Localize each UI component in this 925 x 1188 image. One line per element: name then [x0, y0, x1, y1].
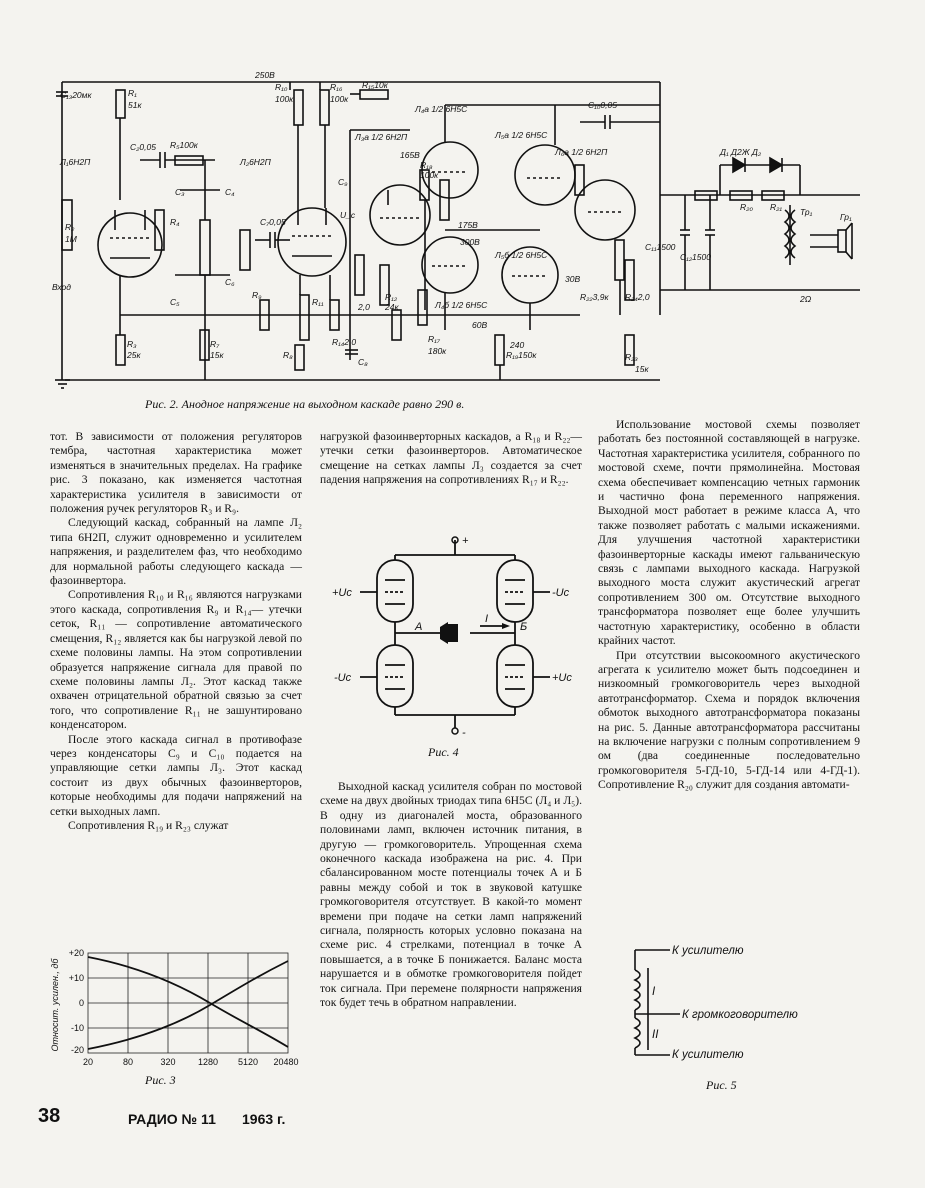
figure-5-autotransformer	[610, 940, 860, 1070]
label-300v: 300В	[460, 237, 480, 247]
label-r22: R₂₂3,9к	[580, 292, 609, 302]
label-r16: R₁₆	[330, 82, 343, 92]
label-diodes: Д₁ Д2Ж Д₂	[720, 147, 762, 157]
label-r20: R₂₀	[740, 202, 753, 212]
figure-5-caption: Рис. 5	[706, 1078, 737, 1092]
label-c9: C₉	[338, 177, 348, 187]
label-r12-val: 24к	[385, 302, 399, 312]
fig4-uc-left-bottom: -Uc	[334, 672, 352, 684]
label-c2: C₂0,05	[130, 142, 156, 152]
label-r2: R₂	[65, 222, 75, 232]
label-r19: R₁₉150к	[506, 350, 537, 360]
fig4-current: I	[485, 613, 489, 625]
label-c10: C₁₀0,05	[588, 100, 617, 110]
figure-2-caption: Рис. 2. Анодное напряжение на выходном каскаде равно 290 в.	[145, 397, 465, 411]
fig3-xtick-5: 5120	[237, 1057, 259, 1067]
col2-paragraph-2: Выходной каскад усилителя собран по мостовой схеме на двух двойных триодах типа 6Н5С (Л₄ и Л₅). В одну из диагоналей моста, образованного половинами ламп, включен источник питания, в другую — громкоговоритель. Упрощенная схема оконечного каскада изображена на рис. 4. При сбалансированном мосте потенциалы точек А и Б равны между собой и ток в звуковой катушке громкоговорителя отсутствует. В какой-то момент времени при подаче на сетки ламп напряжений сигнала, полярность которых условно показана на схеме рис. 4 стрелками, потенциал в точке А повышается, а в точке Б понижается. Баланс моста нарушается и в обмотке громкоговорителя пойдет ток сигнала. При перемене полярности напряжения ток будет течь в обратном направлении.	[320, 780, 582, 1010]
col1-paragraph-5: Сопротивления R₁₉ и R₂₃ служат	[68, 818, 229, 832]
label-r3: R₃	[127, 339, 137, 349]
label-r9: R₉	[252, 290, 262, 300]
col1-paragraph-3: Сопротивления R₁₀ и R₁₆ являются нагрузками этого каскада, сопротивления R₉ и R₁₄— утечки сеток, R₁₁ — сопротивление автоматического смещения, R₁₂ является как бы нагрузкой левой по схеме половины лампы. На этом сопротивлении образуется напряжение сигнала для правой по схеме половины лампы Л₂. Этот каскад также охвачен отрицательной обратной связью за счет того, что сопротивление R₁₁ не зашунтировано конденсатором.	[50, 588, 302, 732]
label-r23: R₂₃	[625, 352, 638, 362]
label-c7: C₇0,05	[260, 217, 286, 227]
label-c5: C₅	[170, 297, 180, 307]
label-175v-left: 175В	[458, 220, 478, 230]
fig3-xtick-2: 80	[122, 1057, 134, 1067]
fig4-plus: +	[462, 535, 469, 547]
column-2-lower	[320, 780, 582, 1011]
label-r17: R₁₇	[428, 334, 440, 344]
fig4-minus: -	[462, 727, 466, 739]
fig4-point-b: Б	[520, 621, 528, 633]
col1-paragraph-4: После этого каскада сигнал в противофазе через конденсаторы C₉ и C₁₀ подается на управляющие сетки лампы Л₃. Этот каскад состоит из двух обычных фазоинверторов, которые необходимы для подачи напряжений на сетки выходных ламп.	[50, 732, 302, 818]
label-r7-val: 15к	[210, 350, 224, 360]
label-gr1: Гр₁	[840, 212, 852, 222]
label-val180: 180к	[428, 346, 447, 356]
fig3-ylabel: Относит. усилен., дб	[50, 958, 60, 1052]
figure-4-bridge	[330, 530, 580, 745]
label-r4: R₄	[170, 217, 180, 227]
fig4-point-a: А	[415, 621, 423, 633]
fig3-xtick-4: 1280	[197, 1057, 219, 1067]
fig3-ytick-1: +20	[68, 948, 84, 958]
fig3-ytick-5: -20	[70, 1045, 84, 1055]
label-165v: 165В	[400, 150, 420, 160]
fig4-uc-right-bottom: +Uc	[552, 672, 572, 684]
label-r16-val: 100к	[330, 94, 349, 104]
label-c11: C₁₁1500	[645, 242, 676, 252]
label-c6: C₆	[225, 277, 235, 287]
label-l4b: Л₄б 1/2 6Н5С	[435, 300, 488, 310]
fig5-top-label: К усилителю	[672, 945, 744, 957]
label-val2: 2,0	[358, 302, 370, 312]
label-l4a: Л₄а 1/2 6Н5С	[415, 104, 468, 114]
label-c3: C₃	[175, 187, 185, 197]
label-250v: 250В	[255, 70, 275, 80]
fig3-xtick-3: 320	[160, 1057, 176, 1067]
label-r24: R₂₄2,0	[625, 292, 650, 302]
fig5-bottom-label: К усилителю	[672, 1049, 744, 1061]
label-r18: R₁₈	[420, 160, 433, 170]
label-r1: R₁	[128, 88, 137, 98]
fig3-ytick-4: -10	[70, 1023, 84, 1033]
label-val15: 15к	[635, 364, 649, 374]
col1-paragraph-2: Следующий каскад, собранный на лампе Л₂ типа 6Н2П, служит одновременно и усилителем напряжения, и разделителем фаз, что необходимо для нормальной работы следующего каскада — фазоинвертора.	[50, 516, 302, 588]
fig5-winding-1: I	[652, 986, 656, 998]
figure-3-chart	[50, 945, 302, 1070]
label-c8: C₈	[358, 357, 368, 367]
col1-paragraph-1: тот. В зависимости от положения регуляторов тембра, частотная характеристика может изменяться в значительных пределах. На графике рис. 3 показано, как изменяется частотная характеристика усилителя в зависимости от положения ручек регуляторов R₃ и R₉.	[50, 430, 302, 516]
label-r15: R₁₅10к	[362, 80, 388, 90]
label-r10: R₁₀	[275, 82, 288, 92]
fig5-winding-2: II	[652, 1029, 659, 1041]
label-input: Вход	[52, 282, 71, 292]
label-r8: R₈	[283, 350, 293, 360]
col2-paragraph-1: нагрузкой фазоинверторных каскадов, а R₁₈ и R₂₂— утечки сетки фазоинверторов. Автоматическое смещение на сетках лампы Л₃ создается за счет падения напряжения на сопротивлениях R₁₇ и R₂₂.	[320, 430, 582, 487]
col3-paragraph-2: При отсутствии высокоомного акустического агрегата к усилителю может быть подсоединен и низкоомный громкоговоритель через выходной автотрансформатор. Схема и порядок включения обмоток выходного автотрансформатора показаны на рис. 5. Данные автотрансформатора рассчитаны на включение нагрузки с полным сопротивлением 9 ом (два соединенные последовательно громкоговорителя 5-ГД-10, 5-ГД-14 или 4-ГД-1). Сопротивление R₂₀ служит для создания автомати-	[598, 648, 860, 792]
column-3	[598, 418, 860, 793]
fig5-middle-label: К громкоговорителю	[682, 1009, 798, 1021]
label-r11: R₁₁	[312, 297, 324, 307]
fig3-xtick-6: 20480	[273, 1057, 299, 1067]
label-c13: C₁₃20мк	[60, 90, 92, 100]
label-r2-val: 1М	[65, 234, 77, 244]
label-2ohm: 2Ω	[800, 294, 812, 304]
fig3-ytick-3: 0	[78, 998, 84, 1008]
label-r21: R₂₁	[770, 202, 783, 212]
label-c4: C₄	[225, 187, 235, 197]
label-c12: C₁₂1500	[680, 252, 711, 262]
figure-4-caption: Рис. 4	[428, 745, 459, 759]
fig4-uc-left-top: +Uc	[332, 587, 352, 599]
label-240: 240	[510, 340, 525, 350]
label-l5b: Л₅б 1/2 6Н5С	[495, 250, 548, 260]
fig3-xtick-1: 20	[82, 1057, 94, 1067]
magazine-name: РАДИО № 11	[128, 1111, 216, 1127]
label-r10-val: 100к	[275, 94, 294, 104]
label-r14: R₁₄2,0	[332, 337, 357, 347]
label-30v: 30В	[565, 274, 581, 284]
issue-year: 1963 г.	[242, 1111, 286, 1127]
fig3-ytick-2: +10	[68, 973, 84, 983]
label-l2: Л₂6Н2П	[240, 157, 271, 167]
label-60v: 60В	[472, 320, 488, 330]
label-r12: R₁₂	[385, 292, 398, 302]
figure-2-schematic	[40, 60, 890, 395]
label-tr1: Тр₁	[800, 207, 813, 217]
label-l5a: Л₅а 1/2 6Н5С	[495, 130, 548, 140]
label-l3a: Л₃а 1/2 6Н2П	[355, 132, 408, 142]
column-1	[50, 430, 302, 833]
column-2	[320, 430, 582, 488]
figure-3-caption: Рис. 3	[145, 1073, 176, 1087]
label-l1: Л₁6Н2П	[60, 157, 91, 167]
label-val100: 100к	[420, 170, 439, 180]
label-r7: R₇	[210, 339, 220, 349]
fig4-uc-right-top: -Uc	[552, 587, 570, 599]
page-number: 38	[38, 1105, 61, 1127]
label-r5: R₅100к	[170, 140, 198, 150]
label-r3-val: 25к	[127, 350, 141, 360]
label-uc-left: U_c	[340, 210, 356, 220]
label-l6a: Л₆а 1/2 6Н2П	[555, 147, 608, 157]
label-r1-val: 51к	[128, 100, 142, 110]
col3-paragraph-1: Использование мостовой схемы позволяет работать без постоянной составляющей в нагрузке. Частотная характеристика усилителя, собранного по мостовой схеме, почти прямолинейна. Мостовая схема обеспечивает компенсацию четных гармоник и частично фона переменного напряжения. Выходной мост работает в режиме класса А, что также позволяет работать с малыми искажениями. Для улучшения частотной характеристики фазоинверторные каскады имеют гальваническую связь с лампами выходного каскада. Нагрузкой выходного моста служит акустический агрегат сопротивлением 300 ом. Отсутствие выходного трансформатора позволяет еще более улучшить частотную характеристику, особенно в области крайних частот.	[598, 418, 860, 648]
